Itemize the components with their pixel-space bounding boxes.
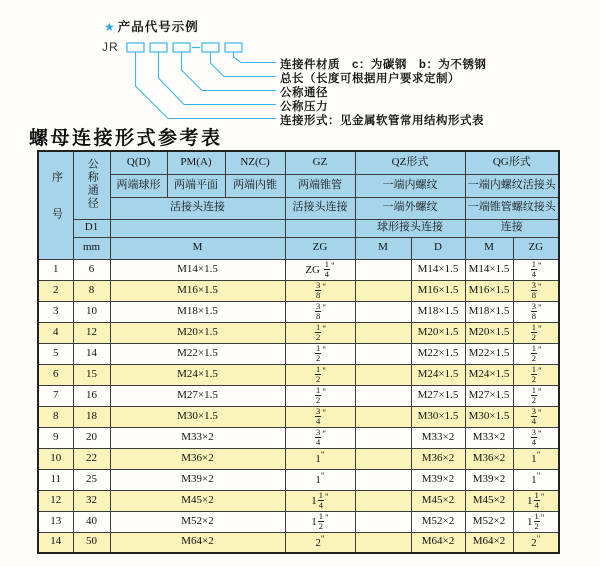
inch-mark: " bbox=[330, 261, 335, 271]
cell-qg_zg bbox=[513, 343, 559, 364]
header-zg3: ZG bbox=[513, 237, 559, 259]
cell-qz_d: M52×2 bbox=[411, 511, 465, 532]
cell-qz_m bbox=[355, 280, 411, 301]
cell-dn_mm: 16 bbox=[73, 385, 110, 406]
cell-dn_mm: 15 bbox=[73, 364, 110, 385]
fraction: $\frac{1}{4}$ bbox=[318, 490, 324, 510]
table-row bbox=[38, 301, 559, 322]
code-box-5 bbox=[225, 43, 242, 52]
header-col-nz: NZ(C) bbox=[225, 151, 285, 174]
cell-qz_d: M22×1.5 bbox=[411, 343, 465, 364]
nut-connection-table bbox=[37, 150, 560, 554]
table-row bbox=[38, 364, 559, 385]
leader-line-material bbox=[234, 52, 277, 63]
cell-dn_mm: 14 bbox=[73, 343, 110, 364]
cell-dn_mm: 50 bbox=[73, 532, 110, 553]
inch-mark: " bbox=[322, 303, 326, 313]
header-seq: 序号 bbox=[38, 151, 73, 259]
cell-m: M14×1.5 bbox=[110, 259, 285, 280]
cell-gz_zg: 1 $\frac{1}{2}$ " bbox=[285, 511, 355, 532]
header-gz-desc: 两端锥管 bbox=[285, 174, 355, 197]
cell-gz_zg bbox=[285, 343, 355, 364]
label-connection: 连接形式：见金属软管常用结构形式表 bbox=[280, 115, 484, 127]
header-m3: M bbox=[465, 237, 513, 259]
table-row bbox=[38, 469, 559, 490]
cell-m: M39×2 bbox=[110, 469, 285, 490]
inch-mark: " bbox=[538, 387, 542, 397]
inch-mark: " bbox=[538, 303, 542, 313]
inch-mark: " bbox=[536, 533, 541, 544]
cell-qz_m bbox=[355, 259, 411, 280]
cell-gz_zg bbox=[285, 427, 355, 448]
fraction: $\frac{1}{2}$ bbox=[531, 364, 537, 384]
table-row bbox=[38, 490, 559, 511]
cell-qz_m bbox=[355, 406, 411, 427]
cell-qg_zg bbox=[513, 259, 559, 280]
inch-mark: " bbox=[538, 261, 542, 271]
cell-dn_mm: 25 bbox=[73, 469, 110, 490]
cell-qg_m: M27×1.5 bbox=[465, 385, 513, 406]
cell-seq: 11 bbox=[38, 469, 73, 490]
cell-seq: 7 bbox=[38, 385, 73, 406]
cell-qg_zg bbox=[513, 385, 559, 406]
cell-m: M16×1.5 bbox=[110, 280, 285, 301]
header-pm-desc: 两端平面 bbox=[167, 174, 225, 197]
cell-qz_d: M45×2 bbox=[411, 490, 465, 511]
fraction: $\frac{1}{2}$ bbox=[316, 364, 321, 384]
cell-dn_mm: 18 bbox=[73, 406, 110, 427]
header-qg-desc3: 连接 bbox=[465, 219, 559, 237]
header-union-conn-gz: 活接头连接 bbox=[285, 197, 355, 219]
inch-mark: " bbox=[322, 408, 326, 418]
fraction: $\frac{1}{2}$ bbox=[316, 322, 321, 342]
cell-m: M18×1.5 bbox=[110, 301, 285, 322]
cell-qz_d: M14×1.5 bbox=[411, 259, 465, 280]
header-qg-desc2: 一端锥管螺纹接头 bbox=[465, 197, 559, 219]
code-prefix: JR bbox=[102, 40, 119, 54]
cell-qg_zg: 1" bbox=[513, 448, 559, 469]
cell-seq: 2 bbox=[38, 280, 73, 301]
cell-gz_zg: 1" bbox=[285, 448, 355, 469]
cell-qg_m: M24×1.5 bbox=[465, 364, 513, 385]
cell-qg_zg: 1 $\frac{1}{4}$ " bbox=[513, 490, 559, 511]
cell-qg_zg bbox=[513, 364, 559, 385]
table-row bbox=[38, 448, 559, 469]
inch-mark: " bbox=[320, 533, 325, 544]
cell-qz_m bbox=[355, 343, 411, 364]
cell-qz_d: M18×1.5 bbox=[411, 301, 465, 322]
inch-mark: " bbox=[320, 471, 325, 482]
cell-qg_m: M22×1.5 bbox=[465, 343, 513, 364]
leader-line-length bbox=[211, 52, 277, 77]
inch-mark: " bbox=[320, 450, 325, 461]
inch-mark: " bbox=[538, 324, 542, 334]
inch-mark: " bbox=[325, 492, 329, 502]
cell-gz_zg bbox=[285, 322, 355, 343]
fraction: $\frac{1}{2}$ bbox=[318, 511, 324, 531]
header-blank-gz bbox=[285, 219, 355, 237]
fraction: $\frac{1}{2}$ bbox=[534, 511, 539, 531]
cell-dn_mm: 8 bbox=[73, 280, 110, 301]
cell-qg_m: M36×2 bbox=[465, 448, 513, 469]
fraction: $\frac{1}{4}$ bbox=[324, 259, 329, 279]
inch-mark: " bbox=[536, 471, 541, 482]
product-code-diagram bbox=[0, 0, 600, 135]
inch-mark: " bbox=[325, 513, 329, 523]
inch-mark: " bbox=[538, 345, 542, 355]
label-material: 连接件材质 c：为碳钢 b：为不锈钢 bbox=[280, 59, 487, 71]
fraction: $\frac{3}{8}$ bbox=[316, 280, 321, 300]
fraction: $\frac{1}{2}$ bbox=[316, 385, 321, 405]
header-union-conn: 活接头连接 bbox=[110, 197, 285, 219]
header-qg-desc1: 一端内螺纹活接头 bbox=[465, 174, 559, 197]
cell-qg_m: M14×1.5 bbox=[465, 259, 513, 280]
cell-seq: 10 bbox=[38, 448, 73, 469]
cell-gz_zg bbox=[285, 301, 355, 322]
cell-dn_mm: 6 bbox=[73, 259, 110, 280]
cell-dn_mm: 20 bbox=[73, 427, 110, 448]
header-mm: mm bbox=[73, 237, 110, 259]
inch-mark: " bbox=[538, 408, 542, 418]
cell-m: M33×2 bbox=[110, 427, 285, 448]
cell-m: M27×1.5 bbox=[110, 385, 285, 406]
cell-seq: 14 bbox=[38, 532, 73, 553]
cell-qg_m: M45×2 bbox=[465, 490, 513, 511]
cell-gz_zg bbox=[285, 280, 355, 301]
cell-m: M22×1.5 bbox=[110, 343, 285, 364]
leader-line-pressure bbox=[159, 52, 277, 105]
fraction: $\frac{3}{4}$ bbox=[316, 406, 321, 426]
cell-seq: 12 bbox=[38, 490, 73, 511]
cell-qz_m bbox=[355, 427, 411, 448]
cell-seq: 8 bbox=[38, 406, 73, 427]
header-q-desc: 两端球形 bbox=[110, 174, 167, 197]
code-box-1 bbox=[127, 43, 144, 52]
header-qz-desc3: 球形接头连接 bbox=[355, 219, 465, 237]
table-row bbox=[38, 259, 559, 280]
cell-seq: 5 bbox=[38, 343, 73, 364]
cell-qg_m: M30×1.5 bbox=[465, 406, 513, 427]
header-zg1: ZG bbox=[285, 237, 355, 259]
code-box-4 bbox=[202, 43, 219, 52]
table-header bbox=[38, 151, 559, 259]
cell-qg_m: M18×1.5 bbox=[465, 301, 513, 322]
leader-line-diameter bbox=[182, 52, 277, 91]
cell-qg_zg: 2" bbox=[513, 532, 559, 553]
table-row bbox=[38, 406, 559, 427]
cell-qz_d: M30×1.5 bbox=[411, 406, 465, 427]
cell-gz_zg: 1" bbox=[285, 469, 355, 490]
inch-mark: " bbox=[322, 324, 326, 334]
header-d2: D bbox=[411, 237, 465, 259]
cell-qg_zg bbox=[513, 301, 559, 322]
cell-dn_mm: 10 bbox=[73, 301, 110, 322]
cell-qg_zg bbox=[513, 406, 559, 427]
inch-mark: " bbox=[322, 429, 326, 439]
cell-gz_zg: 1 $\frac{1}{4}$ " bbox=[285, 490, 355, 511]
cell-seq: 4 bbox=[38, 322, 73, 343]
cell-m: M36×2 bbox=[110, 448, 285, 469]
table-row bbox=[38, 427, 559, 448]
inch-mark: " bbox=[538, 282, 542, 292]
cell-m: M52×2 bbox=[110, 511, 285, 532]
cell-m: M24×1.5 bbox=[110, 364, 285, 385]
cell-m: M20×1.5 bbox=[110, 322, 285, 343]
header-nz-desc: 两端内锥 bbox=[225, 174, 285, 197]
header-blank-left bbox=[110, 219, 285, 237]
fraction: $\frac{3}{8}$ bbox=[531, 301, 537, 321]
cell-qz_d: M36×2 bbox=[411, 448, 465, 469]
cell-qz_d: M33×2 bbox=[411, 427, 465, 448]
cell-qz_m bbox=[355, 385, 411, 406]
fraction: $\frac{3}{8}$ bbox=[531, 280, 537, 300]
inch-mark: " bbox=[322, 282, 326, 292]
cell-qz_d: M27×1.5 bbox=[411, 385, 465, 406]
cell-qz_m bbox=[355, 511, 411, 532]
fraction: $\frac{3}{4}$ bbox=[531, 406, 537, 426]
header-nominal-diameter: 公称通径 bbox=[73, 151, 110, 219]
cell-qz_d: M39×2 bbox=[411, 469, 465, 490]
diagram-title-text: 产品代号示例 bbox=[117, 20, 199, 34]
cell-qz_m bbox=[355, 364, 411, 385]
cell-gz_zg bbox=[285, 406, 355, 427]
cell-gz_zg bbox=[285, 364, 355, 385]
cell-dn_mm: 40 bbox=[73, 511, 110, 532]
header-d1: D1 bbox=[73, 219, 110, 237]
inch-mark: " bbox=[536, 450, 541, 461]
table-row bbox=[38, 511, 559, 532]
cell-qg_m: M52×2 bbox=[465, 511, 513, 532]
fraction: $\frac{1}{2}$ bbox=[316, 343, 321, 363]
fraction: $\frac{3}{8}$ bbox=[316, 301, 321, 321]
diagram-title bbox=[104, 17, 199, 35]
table-row bbox=[38, 322, 559, 343]
header-col-gz: GZ bbox=[285, 151, 355, 174]
header-col-pm: PM(A) bbox=[167, 151, 225, 174]
label-length: 总长（长度可根据用户要求定制） bbox=[280, 73, 460, 85]
code-box-2 bbox=[150, 43, 167, 52]
fraction: $\frac{1}{4}$ bbox=[531, 259, 537, 279]
cell-qz_m bbox=[355, 301, 411, 322]
cell-qg_m: M39×2 bbox=[465, 469, 513, 490]
star-icon: ★ bbox=[104, 20, 116, 34]
cell-gz_zg: ZG $\frac{1}{4}$ " bbox=[285, 259, 355, 280]
cell-dn_mm: 12 bbox=[73, 322, 110, 343]
header-col-qg: QG形式 bbox=[465, 151, 559, 174]
table-row bbox=[38, 532, 559, 553]
cell-m: M30×1.5 bbox=[110, 406, 285, 427]
table-row bbox=[38, 385, 559, 406]
inch-mark: " bbox=[322, 345, 326, 355]
cell-dn_mm: 32 bbox=[73, 490, 110, 511]
header-qz-desc1: 一端内螺纹 bbox=[355, 174, 465, 197]
inch-mark: " bbox=[540, 492, 545, 502]
cell-qg_m: M33×2 bbox=[465, 427, 513, 448]
cell-seq: 3 bbox=[38, 301, 73, 322]
inch-mark: " bbox=[322, 387, 326, 397]
fraction: $\frac{1}{2}$ bbox=[531, 343, 537, 363]
header-col-q: Q(D) bbox=[110, 151, 167, 174]
table-body bbox=[38, 259, 559, 553]
fraction: $\frac{3}{4}$ bbox=[316, 427, 321, 447]
table-row bbox=[38, 280, 559, 301]
cell-qz_d: M64×2 bbox=[411, 532, 465, 553]
header-col-qz: QZ形式 bbox=[355, 151, 465, 174]
fraction: $\frac{1}{4}$ bbox=[534, 490, 539, 510]
inch-mark: " bbox=[540, 513, 545, 523]
inch-mark: " bbox=[538, 366, 542, 376]
inch-mark: " bbox=[538, 429, 542, 439]
cell-qg_m: M64×2 bbox=[465, 532, 513, 553]
cell-qg_m: M16×1.5 bbox=[465, 280, 513, 301]
cell-qz_d: M20×1.5 bbox=[411, 322, 465, 343]
code-box-3 bbox=[173, 43, 190, 52]
cell-m: M64×2 bbox=[110, 532, 285, 553]
cell-qg_zg: 1 $\frac{1}{2}$ " bbox=[513, 511, 559, 532]
cell-m: M45×2 bbox=[110, 490, 285, 511]
cell-qg_zg bbox=[513, 280, 559, 301]
page-title: 螺母连接形式参考表 bbox=[29, 127, 223, 149]
cell-qz_m bbox=[355, 322, 411, 343]
cell-seq: 1 bbox=[38, 259, 73, 280]
cell-seq: 13 bbox=[38, 511, 73, 532]
label-diameter: 公称通径 bbox=[280, 87, 328, 99]
cell-qz_d: M24×1.5 bbox=[411, 364, 465, 385]
header-qz-desc2: 一端外螺纹 bbox=[355, 197, 465, 219]
cell-qg_zg: 1" bbox=[513, 469, 559, 490]
header-m1: M bbox=[110, 237, 285, 259]
cell-seq: 9 bbox=[38, 427, 73, 448]
cell-gz_zg: 2" bbox=[285, 532, 355, 553]
inch-mark: " bbox=[322, 366, 326, 376]
cell-qz_m bbox=[355, 469, 411, 490]
cell-qz_d: M16×1.5 bbox=[411, 280, 465, 301]
header-m2: M bbox=[355, 237, 411, 259]
cell-seq: 6 bbox=[38, 364, 73, 385]
cell-qz_m bbox=[355, 532, 411, 553]
cell-qg_zg bbox=[513, 427, 559, 448]
fraction: $\frac{3}{4}$ bbox=[531, 427, 537, 447]
cell-gz_zg bbox=[285, 385, 355, 406]
fraction: $\frac{1}{2}$ bbox=[531, 385, 537, 405]
cell-qz_m bbox=[355, 490, 411, 511]
fraction: $\frac{1}{2}$ bbox=[531, 322, 537, 342]
cell-qg_zg bbox=[513, 322, 559, 343]
cell-dn_mm: 22 bbox=[73, 448, 110, 469]
table-row bbox=[38, 343, 559, 364]
cell-qz_m bbox=[355, 448, 411, 469]
cell-qg_m: M20×1.5 bbox=[465, 322, 513, 343]
label-pressure: 公称压力 bbox=[280, 101, 328, 113]
